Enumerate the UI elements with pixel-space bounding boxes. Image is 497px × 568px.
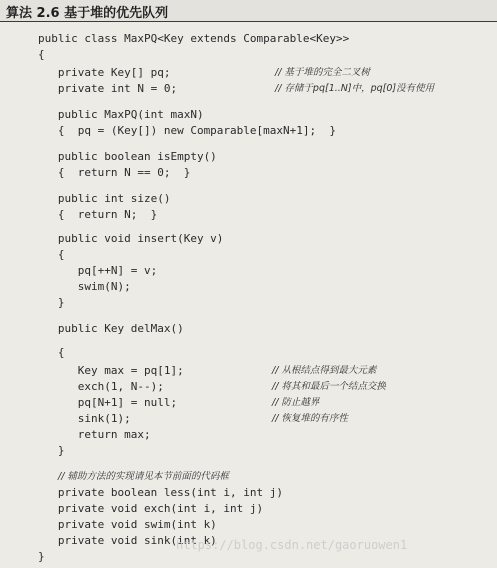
code-line: } [38, 550, 45, 563]
code-line: { return N; } [38, 208, 158, 221]
code-line: { pq = (Key[]) new Comparable[maxN+1]; } [38, 124, 337, 137]
code-line: private boolean less(int i, int j) [38, 486, 284, 499]
code-comment: // 将其和最后一个结点交换 [272, 381, 386, 392]
code-line: public class MaxPQ<Key extends Comparable<Key>> [38, 32, 350, 45]
code-line: public int size() [38, 192, 171, 205]
code-line: { [38, 48, 45, 61]
code-comment: // 存储于pq[1..N]中，pq[0]没有使用 [275, 83, 435, 94]
code-line: pq[N+1] = null; [38, 396, 178, 409]
code-line: pq[++N] = v; [38, 264, 158, 277]
code-line: private Key[] pq; [38, 66, 171, 79]
code-line: } [38, 444, 65, 457]
code-line: public MaxPQ(int maxN) [38, 108, 204, 121]
code-line: exch(1, N--); [38, 380, 164, 393]
code-line: } [38, 296, 65, 309]
listing-title: 算法 2.6 基于堆的优先队列 [6, 6, 169, 21]
code-line: private void exch(int i, int j) [38, 502, 264, 515]
code-line: swim(N); [38, 280, 131, 293]
code-line: public void insert(Key v) [38, 232, 224, 245]
code-line: private void swim(int k) [38, 518, 217, 531]
code-comment: // 恢复堆的有序性 [272, 413, 348, 424]
code-line: private void sink(int k) [38, 534, 217, 547]
code-line: { [38, 248, 65, 261]
code-line: Key max = pq[1]; [38, 364, 184, 377]
code-comment: // 基于堆的完全二叉树 [275, 67, 370, 78]
code-line: return max; [38, 428, 151, 441]
code-line: public boolean isEmpty() [38, 150, 217, 163]
code-line: { [38, 346, 65, 359]
code-comment: // 辅助方法的实现请见本节前面的代码框 [58, 471, 229, 482]
code-line: public Key delMax() [38, 322, 184, 335]
watermark-url: https://blog.csdn.net/gaoruowen1 [176, 538, 408, 552]
code-comment: // 防止越界 [272, 397, 320, 408]
code-comment: // 从根结点得到最大元素 [272, 365, 377, 376]
code-line: private int N = 0; [38, 82, 178, 95]
code-line: sink(1); [38, 412, 131, 425]
code-line: { return N == 0; } [38, 166, 191, 179]
